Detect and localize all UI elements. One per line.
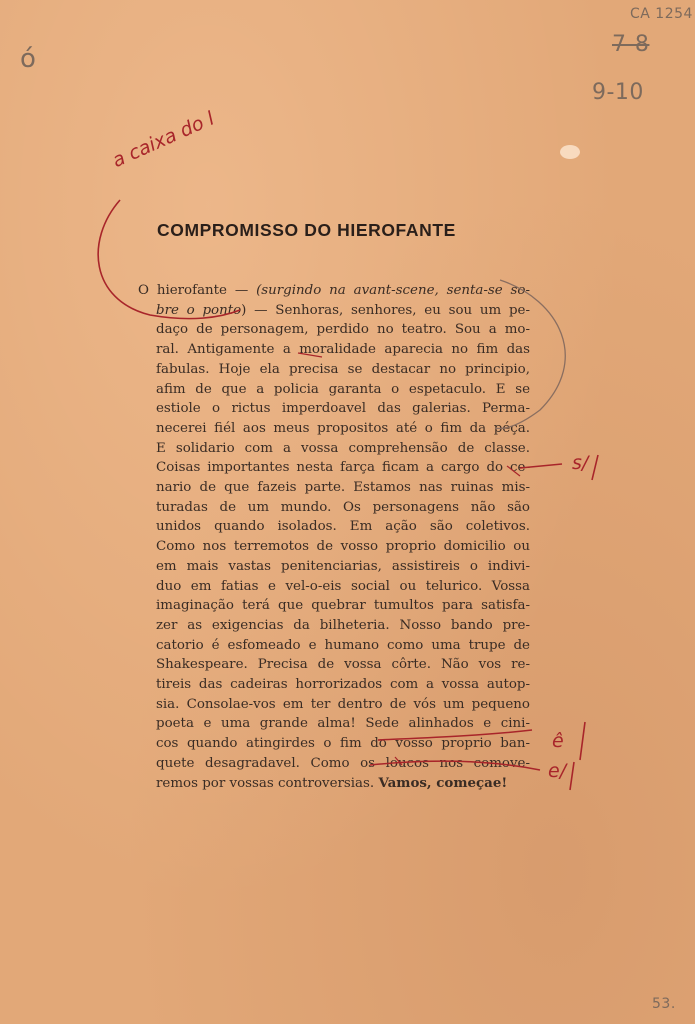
body-run: ral. Antigamente a moralidade aparecia no fim das xyxy=(156,342,530,358)
archive-page-number: 53. xyxy=(652,996,676,1012)
body-run: quete desagradavel. Como os loucos nos comove- xyxy=(156,755,530,771)
body-line xyxy=(138,340,530,360)
body-line xyxy=(138,498,530,518)
body-run: turadas de um mundo. Os personagens não são xyxy=(156,499,530,515)
body-bold-run: Vamos, começae! xyxy=(378,774,508,791)
body-run: zer as exigencias da bilheteria. Nosso bando pre- xyxy=(156,617,530,633)
annotation-margin-mark-1: s/ xyxy=(572,452,589,474)
archive-catalog-code: CA 1254 xyxy=(630,6,693,22)
body-italic-run: (surgindo na avant-scene, senta-se so- xyxy=(256,283,530,298)
body-run: daço de personagem, perdido no teatro. Sou a mo- xyxy=(156,322,530,338)
archive-page-range-old: 7-8 xyxy=(612,32,650,57)
body-line xyxy=(138,754,530,774)
body-line xyxy=(138,360,530,380)
body-line xyxy=(138,478,530,498)
body-run: O hierofante — xyxy=(138,283,257,298)
body-run: fabulas. Hoje ela precisa se destacar no principio, xyxy=(156,361,530,377)
paper-stain xyxy=(560,145,580,159)
body-line xyxy=(138,439,530,459)
body-run: sia. Consolae-vos em ter dentro de vós um pequeno xyxy=(156,696,530,712)
body-run: remos por vossas controversias. xyxy=(156,775,379,791)
body-run: necerei fiél aos meus propositos até o fim da péça. xyxy=(156,420,530,436)
body-run: imaginação terá que quebrar tumultos para satisfa- xyxy=(156,598,530,614)
body-run: Coisas importantes nesta farça ficam a cargo do ce- xyxy=(156,460,530,476)
body-run: afim de que a policia garanta o espetaculo. E se xyxy=(156,381,530,397)
body-line xyxy=(138,458,530,478)
body-run: unidos quando isolados. Em ação são coletivos. xyxy=(156,519,530,535)
annotation-top-note: a caixa do l xyxy=(109,107,218,172)
body-run: Como nos terremotos de vosso proprio domicilio ou xyxy=(156,539,530,555)
body-line xyxy=(138,399,530,419)
body-run: Shakespeare. Precisa de vossa côrte. Não vos re- xyxy=(156,657,530,673)
body-line xyxy=(138,380,530,400)
body-line xyxy=(138,301,530,321)
body-line xyxy=(138,655,530,675)
body-run: catorio é esfomeado e humano como uma trupe de xyxy=(156,637,530,653)
body-line xyxy=(138,734,530,754)
body-line xyxy=(138,419,530,439)
body-line xyxy=(138,596,530,616)
body-line xyxy=(138,557,530,577)
body-line xyxy=(138,517,530,537)
body-run: ) — Senhoras, senhores, eu sou um pe- xyxy=(241,302,530,318)
body-italic-run: bre o ponto xyxy=(156,302,242,318)
archive-corner-mark: ó xyxy=(20,44,37,74)
body-line xyxy=(138,320,530,340)
body-run: E solidario com a vossa comprehensão de classe. xyxy=(156,440,530,456)
annotation-margin-mark-2: ê xyxy=(552,730,564,752)
document-body xyxy=(138,281,530,793)
body-run: poeta e uma grande alma! Sede alinhados e cini- xyxy=(156,716,530,732)
body-run: tireis das cadeiras horrorizados com a vossa autop- xyxy=(156,677,530,693)
body-line xyxy=(138,695,530,715)
body-run: nario de que fazeis parte. Estamos nas ruinas mis- xyxy=(156,480,530,496)
body-line xyxy=(138,577,530,597)
body-run: cos quando atingirdes o fim do vosso proprio ban- xyxy=(156,736,530,752)
body-run: em mais vastas penitenciarias, assistireis o indivi- xyxy=(156,558,530,574)
body-line xyxy=(138,675,530,695)
document-title: COMPROMISSO DO HIEROFANTE xyxy=(157,220,456,240)
body-line xyxy=(138,616,530,636)
body-run: duo em fatias e vel-o-eis social ou telurico. Vossa xyxy=(156,578,530,594)
body-run: estiole o rictus imperdoavel das galerias. Perma- xyxy=(156,401,530,417)
body-line xyxy=(138,537,530,557)
body-line xyxy=(138,636,530,656)
annotation-margin-mark-3: e/ xyxy=(548,760,567,782)
body-line xyxy=(138,714,530,734)
body-line xyxy=(138,281,530,301)
body-line xyxy=(138,774,530,794)
archive-page-range-new: 9-10 xyxy=(592,80,644,105)
